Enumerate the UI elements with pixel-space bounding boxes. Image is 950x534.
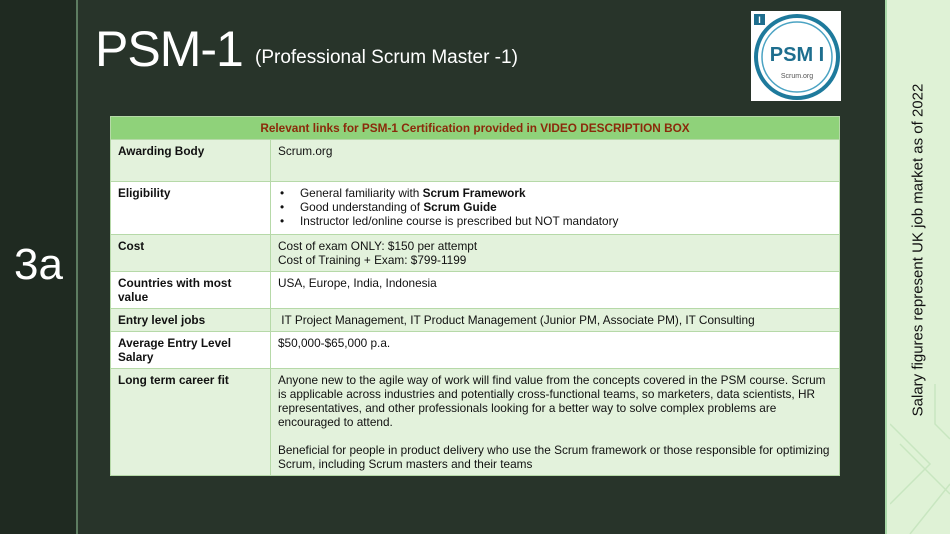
row-label: Average Entry Level Salary xyxy=(111,332,271,369)
table-row xyxy=(111,332,840,369)
row-label: Countries with most value xyxy=(111,272,271,309)
badge-title: PSM I xyxy=(769,44,825,66)
list-item: • Good understanding of Scrum Guide xyxy=(292,200,832,214)
row-value: $50,000-$65,000 p.a. xyxy=(271,332,840,369)
psm-badge-icon xyxy=(751,11,841,101)
row-value: USA, Europe, India, Indonesia xyxy=(271,272,840,309)
row-label: Awarding Body xyxy=(111,140,271,182)
psm-badge-logo xyxy=(751,11,841,101)
cost-training: Cost of Training + Exam: $799-1199 xyxy=(278,253,467,267)
table-row xyxy=(111,309,840,332)
row-label: Long term career fit xyxy=(111,369,271,476)
certification-table xyxy=(110,116,840,476)
table-row xyxy=(111,369,840,476)
row-value xyxy=(271,369,840,476)
career-paragraph: Beneficial for people in product delivery who use the Scrum framework or those responsible for optimizing Scrum, including Scrum masters and their teams xyxy=(278,443,830,471)
slide-number: 3a xyxy=(14,240,63,289)
list-item: • General familiarity with Scrum Framework xyxy=(292,186,832,200)
career-paragraph: Anyone new to the agile way of work will find value from the concepts covered in the PSM course. Scrum is applicable across industries and potentially cross-functional teams, so marketers, data scientists, HR representatives, and other professionals looking for a better way to solve complex problems are encouraged to attend. xyxy=(278,373,826,429)
table-row xyxy=(111,140,840,182)
list-item: • Instructor led/online course is prescribed but NOT mandatory xyxy=(292,214,832,228)
slide-subtitle: (Professional Scrum Master -1) xyxy=(255,47,518,68)
row-label: Cost xyxy=(111,235,271,272)
eligibility-list xyxy=(278,186,832,228)
badge-corner-mark: I xyxy=(758,15,761,25)
salary-footnote: Salary figures represent UK job market as of 2022 xyxy=(909,83,927,417)
slide-title: PSM-1 xyxy=(95,21,243,77)
row-value: Scrum.org xyxy=(271,140,840,182)
row-value: IT Project Management, IT Product Management (Junior PM, Associate PM), IT Consulting xyxy=(271,309,840,332)
badge-brand: Scrum.org xyxy=(780,73,814,80)
table-row xyxy=(111,235,840,272)
row-label: Entry level jobs xyxy=(111,309,271,332)
table-row xyxy=(111,182,840,235)
table-row xyxy=(111,272,840,309)
row-value xyxy=(271,182,840,235)
cost-exam: Cost of exam ONLY: $150 per attempt xyxy=(278,239,478,253)
table-header-row xyxy=(111,117,840,140)
row-value xyxy=(271,235,840,272)
row-label: Eligibility xyxy=(111,182,271,235)
table-header: Relevant links for PSM-1 Certification provided in VIDEO DESCRIPTION BOX xyxy=(111,117,840,140)
